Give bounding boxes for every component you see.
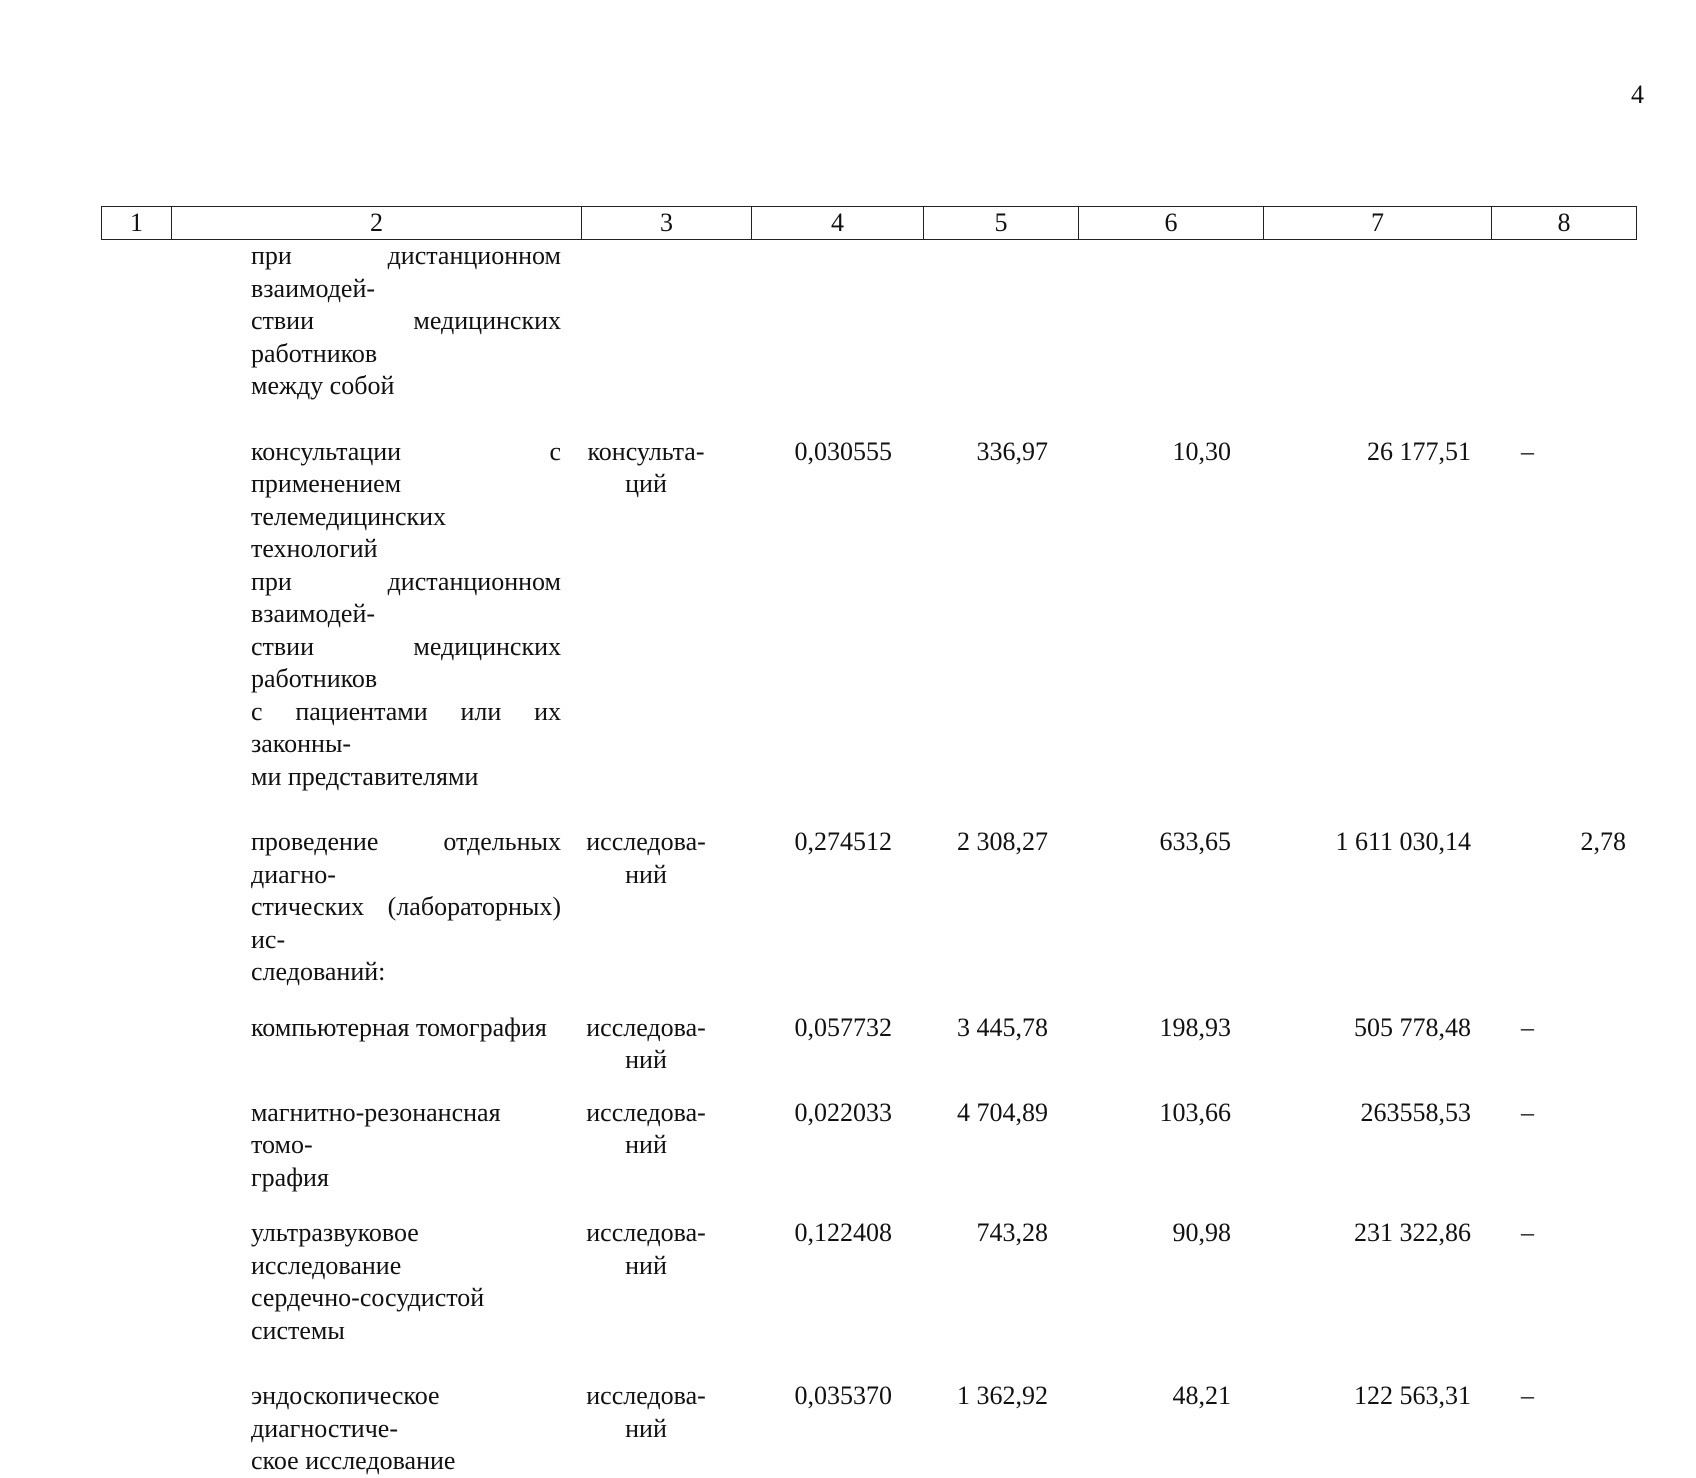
text-line: ское исследование <box>251 1446 456 1475</box>
cell-service-name <box>171 826 561 989</box>
cell-col-7: 231 322,86 <box>1354 1218 1471 1247</box>
text-line: консульта- <box>587 436 705 466</box>
header-col-3: 3 <box>582 207 752 240</box>
header-col-2: 2 <box>172 207 582 240</box>
header-col-6: 6 <box>1079 207 1264 240</box>
cell-col-5: 2 308,27 <box>957 827 1048 856</box>
table-body <box>101 240 1636 1478</box>
cell-col-5: 4 704,89 <box>957 1097 1048 1127</box>
cell-service-name <box>171 1097 561 1195</box>
text-line: между собой <box>251 371 395 400</box>
cell-col-4: 0,030555 <box>794 436 892 466</box>
cell-col-6 <box>1058 240 1243 403</box>
cell-unit <box>561 1097 731 1195</box>
cell-unit <box>561 826 731 989</box>
cell-col-6: 48,21 <box>1172 1381 1231 1410</box>
table-row <box>101 240 1636 403</box>
cell-service-name <box>171 1380 561 1478</box>
text-line: ми представителями <box>251 761 479 791</box>
cell-col-4 <box>731 240 902 403</box>
cell-col-8: – <box>1521 1381 1534 1410</box>
cell-col-4: 0,057732 <box>794 1012 892 1042</box>
text-line: проведение отдельных диагно- <box>251 827 561 889</box>
text-line: следований: <box>251 957 386 986</box>
text-line: стических (лабораторных) ис- <box>251 892 561 954</box>
text-line: магнитно-резонансная томо- <box>251 1097 501 1159</box>
cell-col-8 <box>1471 240 1636 403</box>
cell-col-1 <box>101 436 171 794</box>
cell-col-1 <box>101 1217 171 1347</box>
text-line: исследова- <box>586 1012 706 1042</box>
cell-col-6: 103,66 <box>1159 1097 1231 1127</box>
text-line: исследова- <box>586 1381 706 1410</box>
table-row <box>101 1012 1636 1077</box>
table-row <box>101 1097 1636 1195</box>
table-row <box>101 436 1636 794</box>
table-row <box>101 826 1636 989</box>
cell-col-7: 505 778,48 <box>1354 1012 1471 1042</box>
text-line: ствии медицинских работников <box>251 306 561 368</box>
text-line: ций <box>625 469 667 498</box>
column-number-header <box>101 206 1637 240</box>
cell-col-5: 743,28 <box>976 1218 1048 1247</box>
text-line: графия <box>251 1162 329 1192</box>
header-col-7: 7 <box>1264 207 1492 240</box>
cell-col-8: – <box>1521 1218 1534 1247</box>
text-line: консультации с применением <box>251 436 561 498</box>
cell-col-7: 263558,53 <box>1360 1097 1471 1127</box>
text-line: исследова- <box>586 1218 706 1247</box>
cell-service-name <box>171 436 561 794</box>
cell-service-name <box>171 240 561 403</box>
header-col-8: 8 <box>1492 207 1637 240</box>
cell-col-5: 336,97 <box>976 436 1048 466</box>
cell-col-6: 198,93 <box>1159 1012 1231 1042</box>
text-line: с пациентами или их законны- <box>251 696 561 758</box>
cell-col-5 <box>902 240 1058 403</box>
cell-col-8: 2,78 <box>1580 827 1626 856</box>
text-line: компьютерная томография <box>251 1012 547 1042</box>
cell-col-7 <box>1243 240 1471 403</box>
text-line: при дистанционном взаимодей- <box>251 566 561 628</box>
cell-unit <box>561 240 731 403</box>
cell-col-8: – <box>1521 1097 1534 1127</box>
cell-col-7: 122 563,31 <box>1354 1381 1471 1410</box>
text-line: исследова- <box>586 827 706 856</box>
cell-col-6: 10,30 <box>1172 436 1231 466</box>
cell-col-5: 3 445,78 <box>957 1012 1048 1042</box>
text-line: ствии медицинских работников <box>251 631 561 693</box>
cell-col-7: 26 177,51 <box>1367 436 1471 466</box>
header-col-1: 1 <box>102 207 172 240</box>
text-line: ний <box>625 1130 667 1159</box>
cell-col-1 <box>101 826 171 989</box>
cell-col-7: 1 611 030,14 <box>1335 827 1471 856</box>
text-line: ний <box>625 859 667 889</box>
header-col-5: 5 <box>924 207 1079 240</box>
text-line: ний <box>625 1250 667 1280</box>
header-col-4: 4 <box>752 207 924 240</box>
cell-col-4: 0,035370 <box>794 1381 892 1410</box>
cell-unit <box>561 436 731 794</box>
cell-col-1 <box>101 1097 171 1195</box>
cell-unit <box>561 1380 731 1478</box>
text-line: эндоскопическое диагностиче- <box>251 1381 440 1443</box>
text-line: ний <box>625 1045 667 1074</box>
cell-col-8: – <box>1521 1012 1534 1042</box>
cell-service-name <box>171 1217 561 1347</box>
cell-unit <box>561 1012 731 1077</box>
cell-col-1 <box>101 240 171 403</box>
cell-col-8: – <box>1521 436 1534 466</box>
cell-col-6: 90,98 <box>1172 1218 1231 1247</box>
text-line: ний <box>625 1413 667 1443</box>
text-line: при дистанционном взаимодей- <box>251 241 561 303</box>
table-row <box>101 1380 1636 1478</box>
cell-col-5: 1 362,92 <box>957 1381 1048 1410</box>
cell-col-4: 0,122408 <box>794 1218 892 1247</box>
text-line: сердечно-сосудистой системы <box>251 1283 485 1345</box>
cell-col-1 <box>101 1380 171 1478</box>
cell-col-4: 0,274512 <box>794 827 892 856</box>
text-line: ультразвуковое исследование <box>251 1218 419 1280</box>
cell-col-1 <box>101 1012 171 1077</box>
page-number: 4 <box>1631 80 1644 109</box>
cell-service-name <box>171 1012 561 1077</box>
cell-col-4: 0,022033 <box>794 1097 892 1127</box>
text-line: телемедицинских технологий <box>251 501 447 563</box>
table-row <box>101 1217 1636 1347</box>
text-line: исследова- <box>586 1097 706 1127</box>
cell-col-6: 633,65 <box>1159 827 1231 856</box>
cell-unit <box>561 1217 731 1347</box>
